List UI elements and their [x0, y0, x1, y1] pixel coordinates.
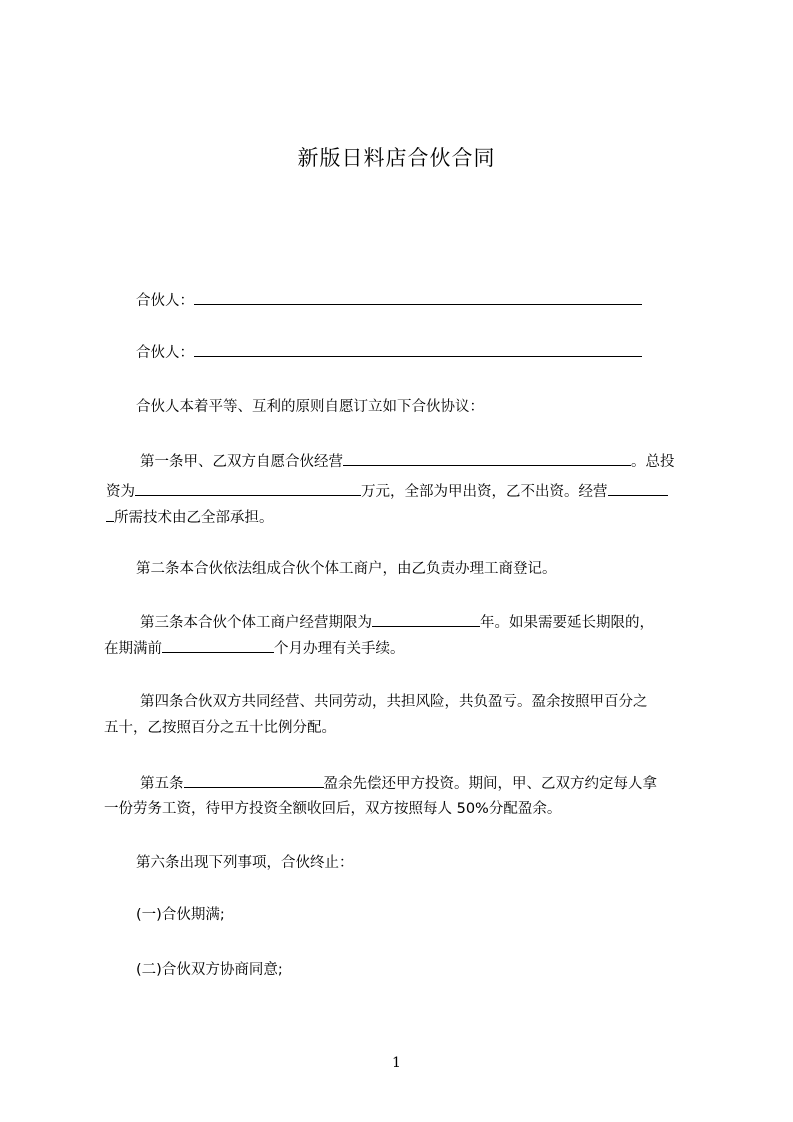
partner-line-2 [136, 342, 642, 363]
partner-line-1 [136, 290, 642, 311]
article-3-text: 个月办理有关手续。 [274, 641, 405, 657]
article-5-line-2: 一份劳务工资，待甲方投资全额收回后，双方按照每人 50%分配盈余。 [104, 801, 562, 817]
partner-label: 合伙人： [136, 293, 194, 309]
partner-blank[interactable] [194, 290, 642, 305]
partner-label: 合伙人： [136, 345, 194, 361]
article-1-text: 第一条甲、乙双方自愿合伙经营 [140, 454, 343, 470]
article-1-text: 。总投 [631, 454, 675, 470]
article-4-line-1: 第四条合伙双方共同经营、共同劳动，共担风险，共负盈亏。盈余按照甲百分之 [140, 694, 648, 710]
article-6-item-2: (二)合伙双方协商同意; [136, 962, 283, 978]
article-1-line-2 [106, 481, 668, 502]
intro-paragraph: 合伙人本着平等、互利的原则自愿订立如下合伙协议： [136, 399, 484, 415]
article-6: 第六条出现下列事项，合伙终止： [136, 855, 354, 871]
article-5-line-1 [140, 773, 657, 794]
article-3-line-2 [104, 638, 405, 659]
article-2: 第二条本合伙依法组成合伙个体工商户，由乙负责办理工商登记。 [136, 561, 557, 577]
article-5-text: 盈余先偿还甲方投资。期间，甲、乙双方约定每人拿 [323, 776, 657, 792]
article-6-item-1: (一)合伙期满; [136, 907, 225, 923]
business-blank[interactable] [343, 451, 631, 466]
term-months-blank[interactable] [162, 638, 274, 653]
article-3-text: 在期满前 [104, 641, 162, 657]
article-3-text: 第三条本合伙个体工商户经营期限为 [140, 615, 372, 631]
investment-blank[interactable] [135, 481, 361, 496]
article-1-line-3 [106, 507, 274, 528]
article-1-text: 资为 [106, 484, 135, 500]
article-1-text: 万元，全部为甲出资，乙不出资。经营 [361, 484, 608, 500]
term-years-blank[interactable] [372, 612, 480, 627]
article-3-line-1 [140, 612, 654, 633]
page-number: 1 [392, 1055, 401, 1071]
profit-blank[interactable] [184, 773, 324, 788]
business-scope-blank[interactable] [608, 481, 668, 496]
document-title: 新版日料店合伙合同 [297, 146, 496, 170]
article-3-text: 年。如果需要延长期限的， [480, 615, 654, 631]
article-1-line-1 [140, 451, 675, 472]
article-1-text: 所需技术由乙全部承担。 [114, 510, 274, 526]
partner-blank[interactable] [194, 342, 642, 357]
business-scope-blank-continued[interactable] [106, 507, 114, 522]
article-5-text: 第五条 [140, 776, 184, 792]
article-4-line-2: 五十，乙按照百分之五十比例分配。 [104, 720, 336, 736]
